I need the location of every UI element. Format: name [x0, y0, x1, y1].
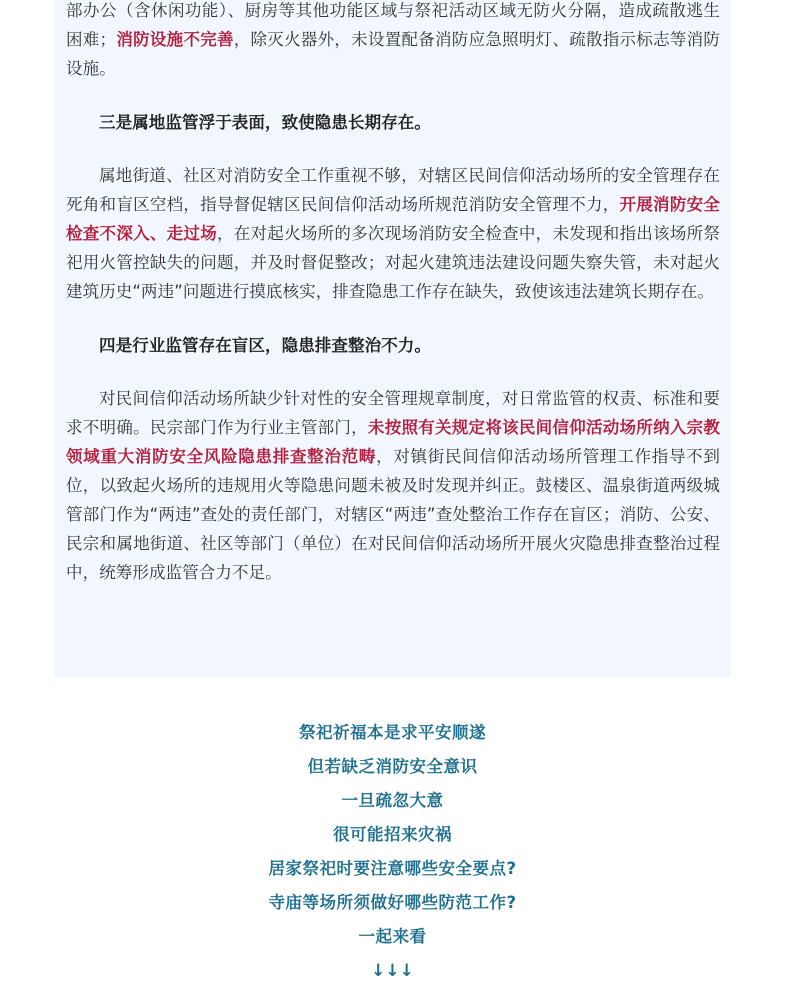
highlight-text: 未按照有关规定将该民间信仰活动场所纳入宗教领域重大消防安全风险隐患排查整治范畴	[66, 418, 720, 466]
paragraph-text: ，除灭火器外，未设置配备消防应急照明灯、疏散指示标志等消防设施。	[66, 30, 720, 78]
paragraph-text: ，在对起火场所的多次现场消防安全检查中，未发现和指出该场所祭祀用火管控缺失的问题，并及时督促整改；对起火建筑违法建设问题失察失管，未对起火建筑历史“两违”问题进行摸底核实，排查隐患工作存在缺失，致使该违法建筑长期存在。	[66, 224, 721, 301]
paragraph-text: ，对镇街民间信仰活动场所管理工作指导不到位，以致起火场所的违规用火等隐患问题未被及时发现并纠正。鼓楼区、温泉街道两级城管部门作为“两违”查处的责任部门，对辖区“两违”查处整治工作存在盲区；消防、公安、民宗和属地街道、社区等部门（单位）在对民间信仰活动场所开展火灾隐患排查整治过程中，统筹形成监管合力不足。	[66, 447, 721, 582]
highlight-text: 消防设施不完善	[116, 30, 234, 49]
section-heading-3: 三是属地监管浮于表面，致使隐患长期存在。	[99, 113, 431, 132]
paragraph-text: 部办公（含休闲功能）、厨房等其他功能区域与祭祀活动区域无防火分隔，造成疏散逃生困难；	[66, 1, 720, 49]
paragraph-industry-supervision	[66, 384, 720, 587]
slogan-line: 但若缺乏消防安全意识	[307, 757, 478, 776]
paragraph-fire-separation	[66, 0, 720, 83]
slogan-line: 祭祀祈福本是求平安顺遂	[299, 723, 486, 742]
slogan-line: 一起来看	[358, 927, 427, 946]
slogan-line: 很可能招来灾祸	[333, 825, 452, 844]
slogan-line: 居家祭祀时要注意哪些安全要点?	[268, 859, 517, 878]
down-arrows-icon: ↓↓↓	[371, 961, 414, 981]
slogan-line: 寺庙等场所须做好哪些防范工作?	[268, 893, 517, 912]
paragraph-text: 对民间信仰活动场所缺少针对性的安全管理规章制度，对日常监管的权责、标准和要求不明确。民宗部门作为行业主管部门，	[66, 389, 720, 437]
paragraph-text: 属地街道、社区对消防安全工作重视不够，对辖区民间信仰活动场所的安全管理存在死角和盲区空档，指导督促辖区民间信仰活动场所规范消防安全管理不力，	[66, 166, 720, 214]
highlight-text: 开展消防安全检查不深入、走过场	[66, 195, 720, 243]
section-heading-4: 四是行业监管存在盲区，隐患排查整治不力。	[99, 336, 431, 355]
paragraph-local-supervision	[66, 161, 720, 306]
footer-slogan	[0, 716, 785, 988]
article-card	[54, 0, 731, 677]
slogan-line: 一旦疏忽大意	[341, 791, 444, 810]
